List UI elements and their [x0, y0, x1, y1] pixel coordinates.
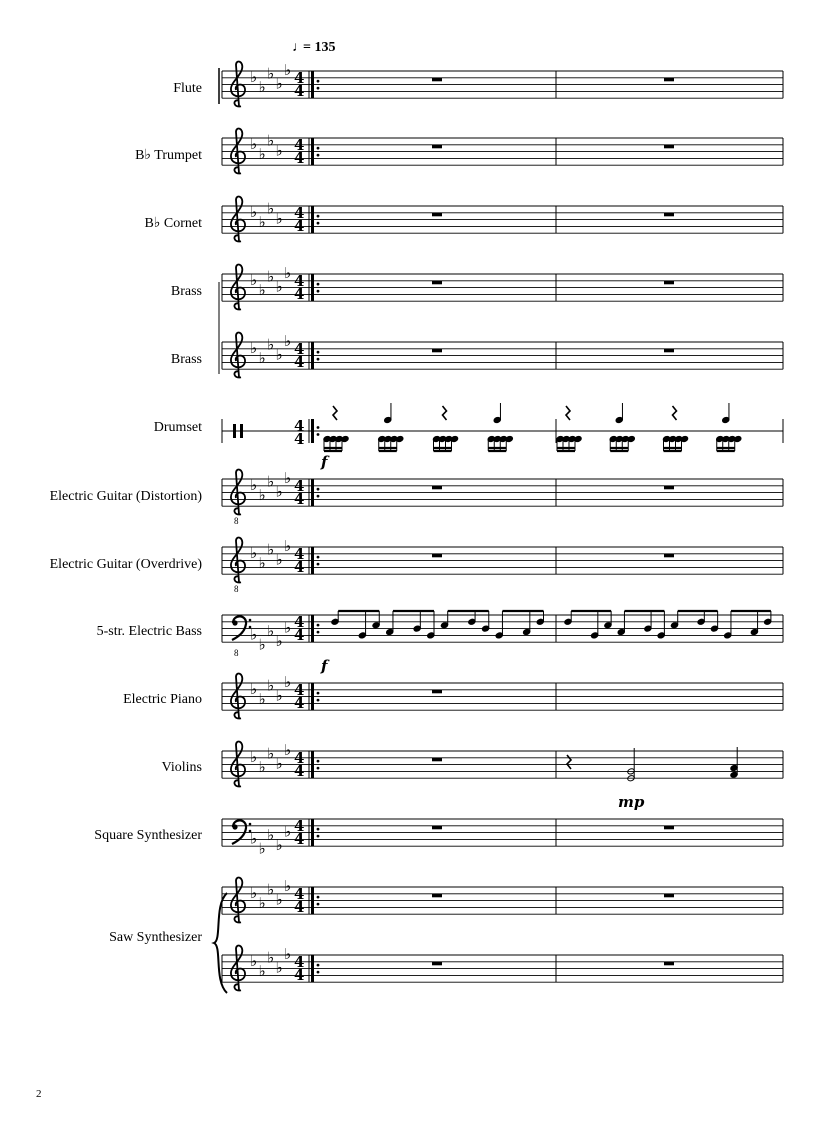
flat-icon: ♭	[284, 822, 292, 841]
flat-icon: ♭	[275, 141, 283, 160]
time-signature-denominator: 4	[294, 966, 305, 984]
time-signature-denominator: 4	[294, 830, 305, 848]
flat-icon: ♭	[267, 64, 275, 83]
flat-icon: ♭	[250, 883, 258, 902]
whole-rest-icon	[432, 690, 442, 694]
dynamic-marking: f	[321, 657, 328, 675]
treble-clef-icon	[231, 878, 245, 923]
time-signature-denominator: 4	[294, 82, 305, 100]
whole-rest-icon	[432, 213, 442, 217]
flat-icon: ♭	[258, 839, 266, 858]
treble-clef-icon	[231, 674, 245, 719]
flat-icon: ♭	[250, 270, 258, 289]
repeat-dot-icon	[317, 147, 320, 150]
flat-icon: ♭	[258, 145, 266, 163]
whole-rest-icon	[432, 145, 442, 149]
repeat-dot-icon	[317, 154, 320, 157]
repeat-dot-icon	[317, 426, 320, 429]
flat-icon: ♭	[275, 209, 283, 228]
repeat-dot-icon	[317, 488, 320, 491]
time-signature-denominator: 4	[294, 626, 305, 644]
flat-icon: ♭	[275, 836, 283, 855]
repeat-dot-icon	[317, 692, 320, 695]
instrument-label: Electric Guitar (Distortion)	[49, 489, 202, 504]
time-signature-numerator: 4	[294, 340, 305, 358]
instrument-label: Violins	[161, 760, 202, 775]
flat-icon: ♭	[250, 679, 258, 698]
flat-icon: ♭	[258, 281, 266, 299]
flat-icon: ♭	[250, 829, 258, 848]
time-signature-denominator: 4	[294, 430, 305, 448]
repeat-dot-icon	[317, 358, 320, 361]
repeat-dot-icon	[317, 903, 320, 906]
repeat-dot-icon	[317, 215, 320, 218]
instrument-label: Electric Piano	[123, 692, 202, 707]
flat-icon: ♭	[275, 277, 283, 296]
flat-icon: ♭	[284, 618, 292, 637]
treble-clef-icon	[231, 742, 245, 787]
flat-icon: ♭	[275, 632, 283, 651]
quarter-rest-icon	[567, 755, 571, 769]
time-signature-numerator: 4	[294, 69, 305, 87]
treble-clef-icon	[231, 62, 245, 107]
grand-staff-brace	[214, 893, 227, 993]
time-signature-denominator: 4	[294, 285, 305, 303]
staff-cornet	[144, 197, 783, 242]
repeat-dot-icon	[317, 699, 320, 702]
whole-rest-icon	[664, 349, 674, 353]
flat-icon: ♭	[250, 747, 258, 766]
time-signature-numerator: 4	[294, 204, 305, 222]
whole-rest-icon	[432, 962, 442, 966]
whole-rest-icon	[664, 486, 674, 490]
repeat-dot-icon	[317, 631, 320, 634]
flat-icon: ♭	[250, 625, 258, 644]
flat-icon: ♭	[275, 550, 283, 569]
treble-clef-icon	[231, 333, 245, 378]
staff-violins	[162, 741, 783, 811]
flat-icon: ♭	[275, 754, 283, 773]
whole-rest-icon	[664, 78, 674, 82]
quarter-rest-icon	[673, 406, 677, 420]
whole-rest-icon	[432, 758, 442, 762]
repeat-dot-icon	[317, 495, 320, 498]
treble-clef-icon	[231, 470, 245, 515]
whole-rest-icon	[664, 894, 674, 898]
octave-8-icon: 8	[234, 584, 239, 595]
tempo-marking	[292, 40, 335, 55]
flat-icon: ♭	[250, 338, 258, 357]
tempo-value: = 135	[303, 40, 336, 55]
repeat-dot-icon	[317, 835, 320, 838]
dynamic-marking: mp	[618, 793, 645, 811]
time-signature-numerator: 4	[294, 953, 305, 971]
flat-icon: ♭	[258, 486, 266, 504]
time-signature-denominator: 4	[294, 558, 305, 576]
time-signature-numerator: 4	[294, 613, 305, 631]
time-signature-numerator: 4	[294, 817, 305, 835]
instrument-label: Brass	[170, 284, 202, 299]
flat-icon: ♭	[258, 554, 266, 572]
repeat-dot-icon	[317, 80, 320, 83]
flat-icon: ♭	[250, 67, 258, 86]
staff-square	[94, 817, 783, 858]
quarter-rest-icon	[333, 406, 337, 420]
time-signature-denominator: 4	[294, 762, 305, 780]
dynamic-marking: f	[321, 453, 328, 471]
repeat-dot-icon	[317, 828, 320, 831]
octave-8-icon: 8	[234, 516, 239, 527]
quarter-rest-icon	[566, 406, 570, 420]
staff-saw1	[109, 877, 783, 945]
flat-icon: ♭	[284, 537, 292, 555]
repeat-dot-icon	[317, 351, 320, 354]
time-signature-denominator: 4	[294, 898, 305, 916]
time-signature-numerator: 4	[294, 477, 305, 495]
score-system	[50, 61, 783, 993]
time-signature-denominator: 4	[294, 149, 305, 167]
staff-drumset	[154, 403, 783, 451]
treble-clef-icon	[231, 265, 245, 310]
flat-icon: ♭	[267, 267, 275, 286]
tempo-note-icon: ♩	[292, 40, 306, 55]
time-signature-numerator: 4	[294, 681, 305, 699]
flat-icon: ♭	[284, 945, 292, 963]
flat-icon: ♭	[275, 958, 283, 977]
treble-clef-icon	[231, 946, 245, 991]
flat-icon: ♭	[284, 673, 292, 691]
flat-icon: ♭	[267, 199, 275, 218]
time-signature-numerator: 4	[294, 136, 305, 154]
flat-icon: ♭	[275, 686, 283, 705]
time-signature-denominator: 4	[294, 694, 305, 712]
flat-icon: ♭	[250, 134, 258, 153]
repeat-dot-icon	[317, 556, 320, 559]
repeat-dot-icon	[317, 87, 320, 90]
flat-icon: ♭	[267, 472, 275, 491]
whole-rest-icon	[432, 826, 442, 830]
whole-rest-icon	[664, 826, 674, 830]
flat-icon: ♭	[275, 345, 283, 364]
time-signature-numerator: 4	[294, 749, 305, 767]
flat-icon: ♭	[258, 690, 266, 708]
flat-icon: ♭	[267, 880, 275, 899]
flat-icon: ♭	[284, 469, 292, 487]
flat-icon: ♭	[250, 543, 258, 562]
treble-clef-icon	[231, 129, 245, 174]
flat-icon: ♭	[284, 741, 292, 759]
repeat-dot-icon	[317, 222, 320, 225]
flat-icon: ♭	[258, 758, 266, 776]
staff-trumpet	[135, 129, 783, 174]
flat-icon: ♭	[284, 877, 292, 895]
time-signature-denominator: 4	[294, 353, 305, 371]
time-signature-denominator: 4	[294, 490, 305, 508]
staff-guitar-dist	[50, 469, 783, 526]
repeat-dot-icon	[317, 433, 320, 436]
staff-brass1	[171, 264, 783, 310]
repeat-dot-icon	[317, 964, 320, 967]
time-signature-denominator: 4	[294, 217, 305, 235]
repeat-dot-icon	[317, 971, 320, 974]
flat-icon: ♭	[250, 202, 258, 221]
staff-brass2	[171, 332, 783, 378]
flat-icon: ♭	[258, 213, 266, 231]
flat-icon: ♭	[267, 826, 275, 844]
whole-rest-icon	[432, 281, 442, 285]
staff-epiano	[123, 673, 783, 719]
flat-icon: ♭	[275, 74, 283, 93]
flat-icon: ♭	[284, 61, 292, 79]
whole-rest-icon	[664, 554, 674, 558]
flat-icon: ♭	[275, 482, 283, 501]
flat-icon: ♭	[275, 890, 283, 909]
flat-icon: ♭	[258, 78, 266, 96]
staff-flute	[173, 61, 783, 107]
flat-icon: ♭	[284, 332, 292, 350]
time-signature-numerator: 4	[294, 272, 305, 290]
time-signature-numerator: 4	[294, 885, 305, 903]
instrument-label: Electric Guitar (Overdrive)	[49, 557, 202, 572]
flat-icon: ♭	[267, 744, 275, 763]
flat-icon: ♭	[258, 635, 266, 654]
repeat-dot-icon	[317, 624, 320, 627]
flat-icon: ♭	[267, 622, 275, 640]
flat-icon: ♭	[258, 894, 266, 912]
flat-icon: ♭	[267, 540, 275, 559]
flat-icon: ♭	[258, 962, 266, 980]
instrument-label: Saw Synthesizer	[109, 930, 202, 945]
treble-clef-icon	[231, 538, 245, 583]
flat-icon: ♭	[258, 349, 266, 367]
repeat-dot-icon	[317, 767, 320, 770]
whole-rest-icon	[432, 78, 442, 82]
flat-icon: ♭	[250, 951, 258, 970]
whole-rest-icon	[664, 281, 674, 285]
quarter-rest-icon	[443, 406, 447, 420]
instrument-label: B♭ Cornet	[144, 216, 202, 231]
repeat-dot-icon	[317, 283, 320, 286]
flat-icon: ♭	[250, 475, 258, 494]
whole-rest-icon	[664, 145, 674, 149]
treble-clef-icon	[231, 197, 245, 242]
staff-bass	[97, 611, 783, 675]
whole-rest-icon	[664, 213, 674, 217]
instrument-label: B♭ Trumpet	[135, 148, 202, 163]
instrument-label: Square Synthesizer	[94, 828, 202, 843]
repeat-dot-icon	[317, 563, 320, 566]
page-number: 2	[36, 1088, 42, 1100]
repeat-dot-icon	[317, 760, 320, 763]
flat-icon: ♭	[267, 676, 275, 695]
whole-rest-icon	[432, 894, 442, 898]
time-signature-numerator: 4	[294, 545, 305, 563]
whole-rest-icon	[432, 486, 442, 490]
time-signature-numerator: 4	[294, 417, 305, 435]
whole-rest-icon	[664, 962, 674, 966]
repeat-dot-icon	[317, 896, 320, 899]
staff-saw2	[222, 945, 783, 991]
octave-8-icon: 8	[234, 648, 239, 659]
percussion-clef-icon	[233, 424, 236, 438]
instrument-label: Drumset	[153, 420, 202, 435]
whole-rest-icon	[432, 349, 442, 353]
flat-icon: ♭	[284, 264, 292, 282]
flat-icon: ♭	[267, 948, 275, 967]
instrument-label: Flute	[173, 81, 202, 96]
instrument-label: Brass	[170, 352, 202, 367]
flat-icon: ♭	[267, 131, 275, 150]
repeat-dot-icon	[317, 290, 320, 293]
staff-guitar-od	[50, 537, 783, 594]
flat-icon: ♭	[267, 335, 275, 354]
instrument-label: 5-str. Electric Bass	[96, 624, 202, 639]
whole-rest-icon	[432, 554, 442, 558]
